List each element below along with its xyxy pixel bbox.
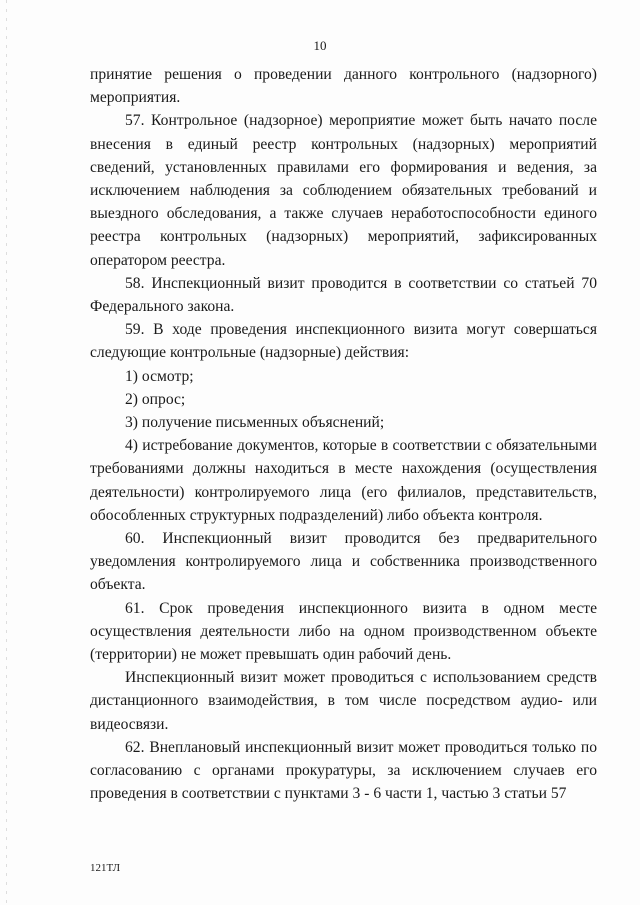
list-item-inspection: 1) осмотр; [125,367,194,385]
list-item-document-request: 4) истребование документов, которые в соответствии с обязательными требованиями должны находиться в месте нахождения (осуществления деятельности) контролируемого лица (его филиалов, представительств, обособленных структурных подразделений) либо объекта контроля. [90,437,597,524]
list-item-survey: 2) опрос; [125,390,186,408]
scan-edge-mark [6,0,7,905]
paragraph-60: 60. Инспекционный визит проводится без предварительного уведомления контролируемого лица и собственника производственного объекта. [90,530,597,594]
paragraph-57: 57. Контрольное (надзорное) мероприятие может быть начато после внесения в единый реестр контрольных (надзорных) мероприятий сведений, установленных правилами его формирования и ведения, за исключением наблюдения за соблюдением обязательных требований и выездного обследования, а также случаев неработоспособности единого реестра контрольных (надзорных) мероприятий, зафиксированных оператором реестра. [90,112,597,269]
paragraph-61: 61. Срок проведения инспекционного визита в одном месте осуществления деятельности либо на одном производственном объекте (территории) не может превышать один рабочий день. [90,599,597,664]
document-code: 121ТЛ [90,862,121,874]
paragraph-remote-interaction: Инспекционный визит может проводиться с использованием средств дистанционного взаимодействия, в том числе посредством аудио- или видеосвязи. [90,669,597,733]
paragraph-continuation: принятие решения о проведении данного контрольного (надзорного) мероприятия. [90,66,597,107]
paragraph-58: 58. Инспекционный визит проводится в соответствии со статьей 70 Федерального закона. [90,274,597,316]
page-number: 10 [313,38,327,53]
list-item-written-explanations: 3) получение письменных объяснений; [125,414,385,432]
body-text [90,63,597,806]
paragraph-59: 59. В ходе проведения инспекционного визита могут совершаться следующие контрольные (надзорные) действия: [90,321,597,362]
paragraph-62: 62. Внеплановый инспекционный визит может проводиться только по согласованию с органами прокуратуры, за исключением случаев его проведения в соответствии с пунктами 3 - 6 части 1, частью 3 статьи 57 [90,738,597,803]
